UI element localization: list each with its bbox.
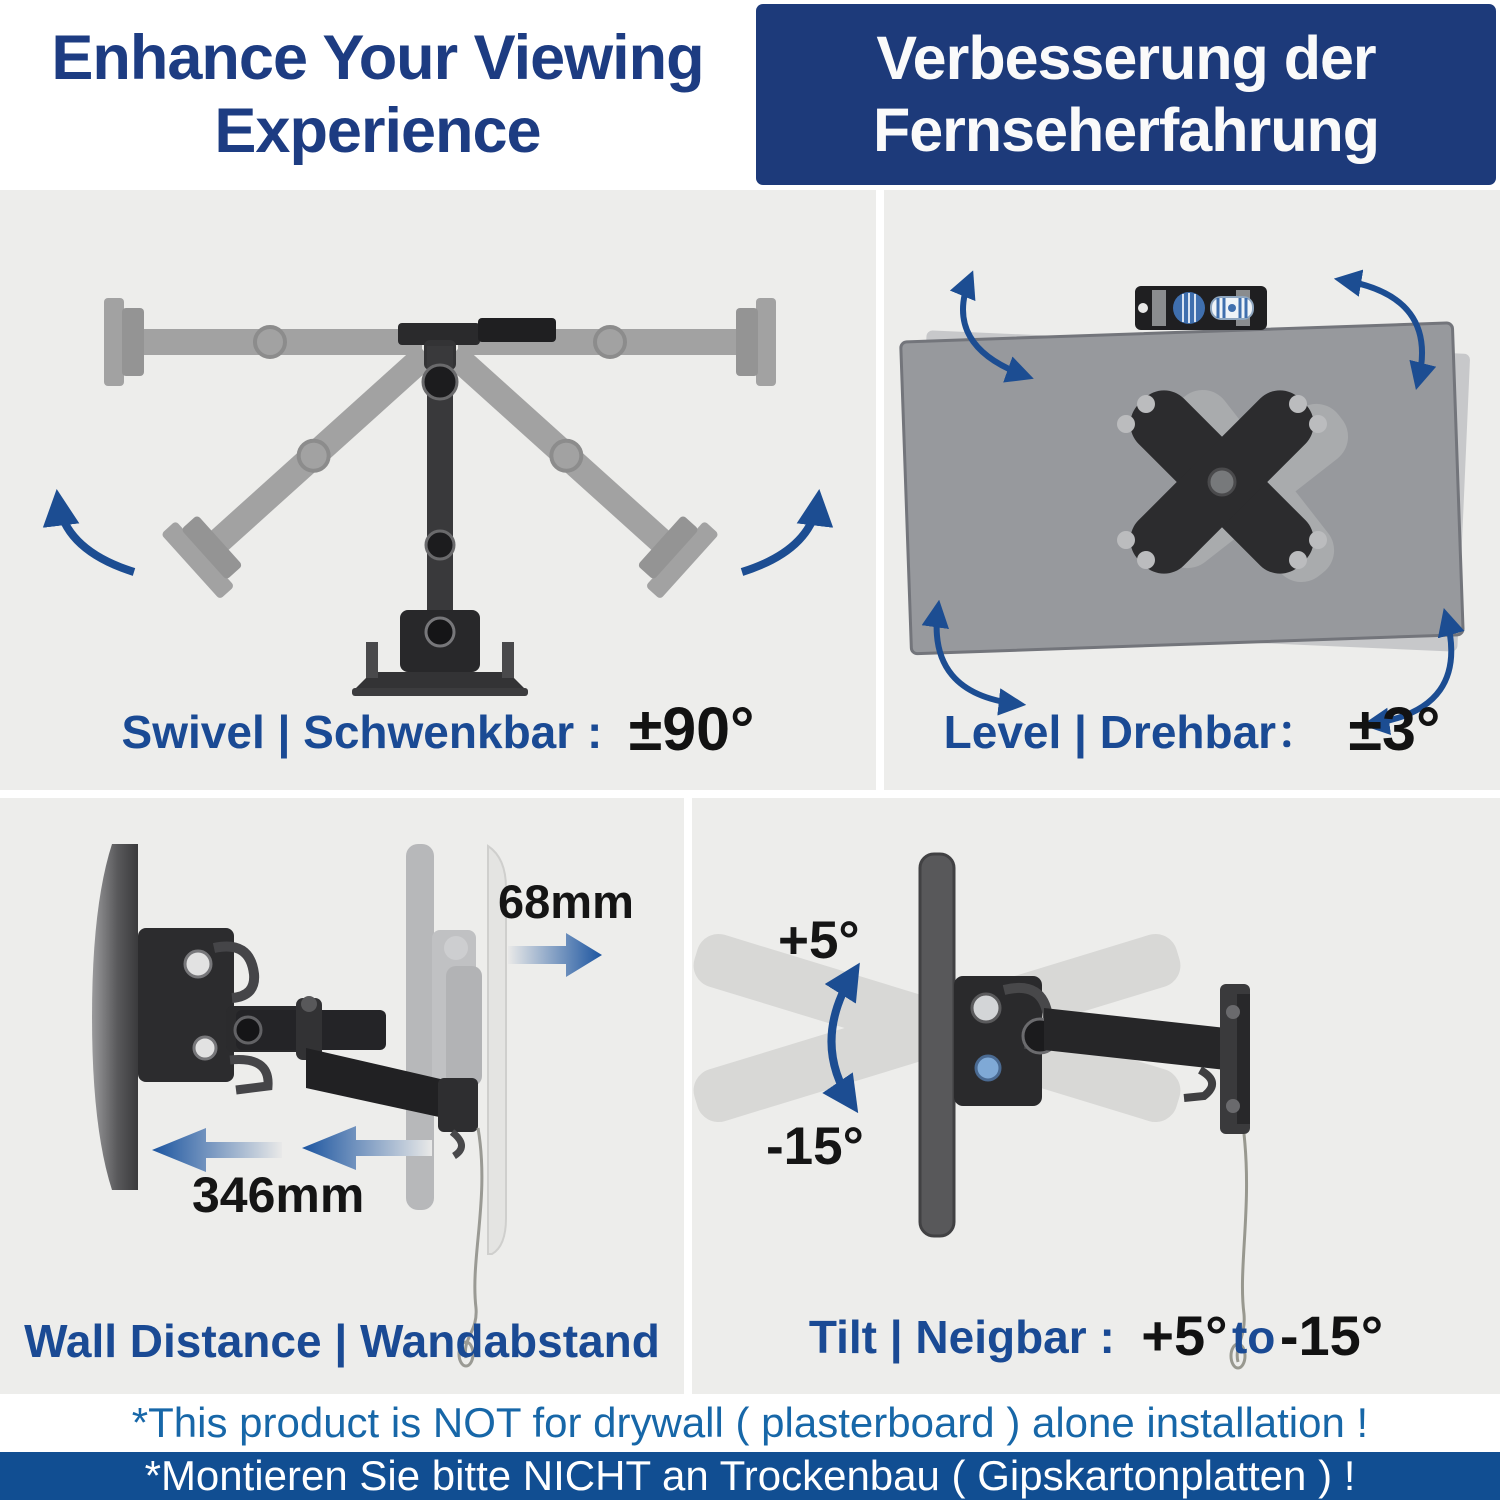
near-distance-value: 68mm (498, 875, 634, 928)
swivel-caption (0, 694, 876, 764)
level-section (884, 190, 1500, 790)
tilt-label: Tilt | Neigbar : (808, 1311, 1115, 1363)
level-label: Level | Drehbar： (943, 706, 1323, 758)
wall-distance-section (0, 798, 684, 1394)
tilt-value-up: +5° (1141, 1304, 1228, 1367)
heading-de-line2: Fernseherfahrung (873, 95, 1379, 164)
level-caption (884, 694, 1500, 764)
disclaimer-english: *This product is NOT for drywall ( plasterboard ) alone installation ! (0, 1394, 1500, 1452)
swivel-arrow-right-icon (742, 500, 818, 572)
disclaimer-german: *Montieren Sie bitte NICHT an Trockenbau ( Gipskartonplatten ) ! (0, 1452, 1500, 1500)
tv-edge (92, 844, 138, 1190)
level-value: ±3° (1348, 695, 1441, 763)
heading-german-banner (756, 4, 1496, 185)
tilt-value-down: -15° (1279, 1304, 1384, 1367)
heading-en-line1: Enhance Your Viewing (51, 22, 704, 93)
heading-english-text (51, 22, 703, 168)
wall-plate (1220, 984, 1250, 1134)
tv-bracket (954, 976, 1057, 1106)
swivel-value: ±90° (628, 695, 755, 763)
wall-distance-label: Wall Distance | Wandabstand (24, 1315, 660, 1367)
wall-distance-caption (0, 1314, 684, 1368)
swivel-section (0, 190, 876, 790)
tilt-value-joiner: to (1231, 1311, 1276, 1363)
arm-hook (1184, 1070, 1212, 1098)
tilt-down-value: -15° (766, 1117, 864, 1176)
spirit-level-icon (1135, 286, 1267, 330)
swivel-arrow-left-icon (58, 500, 134, 572)
tv-edge (920, 854, 954, 1236)
distance-arrow-right-icon (508, 933, 602, 977)
tilt-caption (692, 1303, 1500, 1368)
heading-en-line2: Experience (214, 96, 541, 166)
far-distance-value: 346mm (192, 1167, 365, 1223)
heading-german-text (873, 23, 1379, 167)
heading-de-line1: Verbesserung der (876, 23, 1376, 92)
tilt-up-value: +5° (778, 911, 860, 970)
mount-arm (352, 318, 556, 696)
swivel-label: Swivel | Schwenkbar : (121, 706, 603, 758)
heading-english (0, 0, 755, 190)
tilt-section (692, 798, 1500, 1394)
